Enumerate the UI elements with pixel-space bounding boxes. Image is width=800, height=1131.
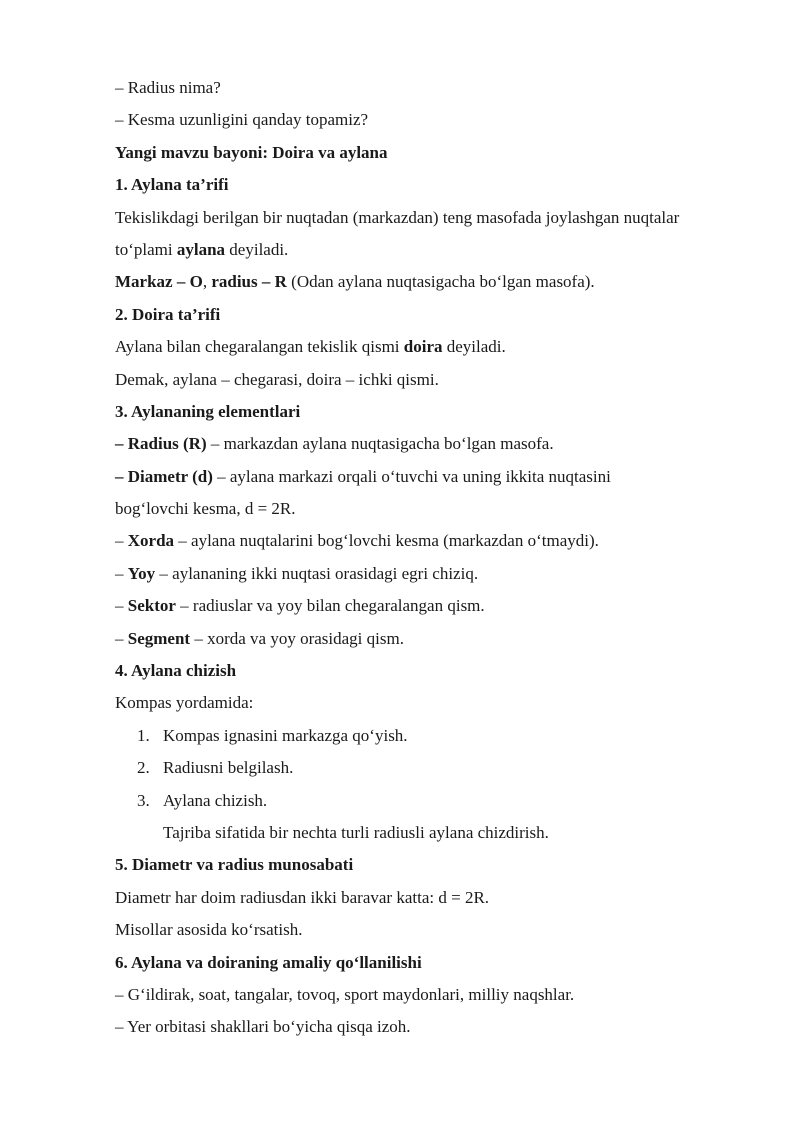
list-number: 3. — [137, 790, 150, 810]
section-2-summary: Demak, aylana – chegarasi, doira – ichki qismi. — [115, 369, 439, 389]
text-fragment: deyiladi. — [442, 337, 506, 357]
term-diametr-d: – Diametr (d) — [115, 466, 213, 486]
element-yoy — [115, 558, 765, 590]
term-doira: doira — [403, 337, 443, 357]
text-fragment: Aylana bilan chegaralangan tekislik qismi — [115, 337, 404, 357]
term-radius-r: – Radius (R) — [115, 434, 207, 454]
section-5-relation: Diametr har doim radiusdan ikki baravar katta: d = 2R. — [115, 887, 490, 907]
element-xorda — [115, 525, 765, 557]
list-text: Aylana chizish. — [163, 790, 268, 810]
element-segment — [115, 623, 765, 655]
section-5-heading: 5. Diametr va radius munosabati — [115, 855, 354, 875]
section-6-heading: 6. Aylana va doiraning amaliy qo‘llanilishi — [115, 952, 422, 972]
text-fragment: – — [115, 596, 128, 616]
list-item — [115, 752, 765, 784]
text-fragment: , — [202, 272, 212, 292]
text-fragment: – aylana markazi orqali o‘tuvchi va uning ikkita nuqtasini — [212, 466, 611, 486]
section-4-note: Tajriba sifatida bir nechta turli radiusli aylana chizdirish. — [163, 822, 549, 842]
text-fragment: (Odan aylana nuqtasigacha bo‘lgan masofa). — [286, 272, 595, 292]
element-sektor — [115, 590, 765, 622]
section-6-examples: – G‘ildirak, soat, tangalar, tovoq, sport maydonlari, milliy naqshlar. — [115, 984, 575, 1004]
list-item — [115, 785, 765, 817]
section-1-definition-line-1: Tekislikdagi berilgan bir nuqtadan (markazdan) teng masofada joylashgan nuqtalar — [115, 207, 680, 227]
text-fragment: – — [115, 531, 128, 551]
text-fragment: – radiuslar va yoy bilan chegaralangan qism. — [175, 596, 485, 616]
section-4-heading: 4. Aylana chizish — [115, 661, 237, 681]
list-number: 1. — [137, 725, 150, 745]
text-fragment: – aylana nuqtalarini bog‘lovchi kesma (markazdan o‘tmaydi). — [174, 531, 599, 551]
term-yoy: Yoy — [127, 563, 156, 583]
question-radius: – Radius nima? — [115, 78, 221, 97]
text-fragment: – markazdan aylana nuqtasigacha bo‘lgan masofa. — [206, 434, 554, 454]
list-number: 2. — [137, 758, 150, 778]
list-item — [115, 720, 765, 752]
term-markaz: Markaz – O — [115, 272, 203, 292]
section-5-examples: Misollar asosida ko‘rsatish. — [115, 920, 303, 940]
section-4-intro: Kompas yordamida: — [115, 693, 254, 713]
document-page — [115, 72, 765, 1044]
term-aylana: aylana — [176, 239, 226, 259]
section-2-definition — [115, 331, 765, 363]
section-1-heading: 1. Aylana ta’rifi — [115, 175, 229, 195]
list-text: Kompas ignasini markazga qo‘yish. — [163, 725, 408, 745]
section-1-center-radius — [115, 266, 765, 298]
text-fragment: – — [115, 628, 128, 648]
section-1-definition-line-2 — [115, 234, 765, 266]
question-segment-length: – Kesma uzunligini qanday topamiz? — [115, 110, 369, 130]
term-radius: radius – R — [211, 272, 287, 292]
text-fragment: – xorda va yoy orasidagi qism. — [190, 628, 404, 648]
element-diametr — [115, 461, 765, 493]
term-sektor: Sektor — [127, 596, 176, 616]
text-fragment: – — [115, 563, 128, 583]
text-fragment: deyiladi. — [225, 239, 289, 259]
text-fragment: – aylananing ikki nuqtasi orasidagi egri chiziq. — [155, 563, 479, 583]
topic-title: Yangi mavzu bayoni: Doira va aylana — [115, 142, 388, 162]
element-radius — [115, 428, 765, 460]
term-segment: Segment — [127, 628, 191, 648]
element-diametr-line-2: bog‘lovchi kesma, d = 2R. — [115, 499, 296, 519]
section-3-heading: 3. Aylananing elementlari — [115, 401, 301, 421]
section-6-orbit-note: – Yer orbitasi shakllari bo‘yicha qisqa izoh. — [115, 1017, 411, 1037]
term-xorda: Xorda — [127, 531, 175, 551]
section-2-heading: 2. Doira ta’rifi — [115, 304, 221, 324]
text-fragment: to‘plami — [115, 239, 177, 259]
list-text: Radiusni belgilash. — [163, 758, 294, 778]
